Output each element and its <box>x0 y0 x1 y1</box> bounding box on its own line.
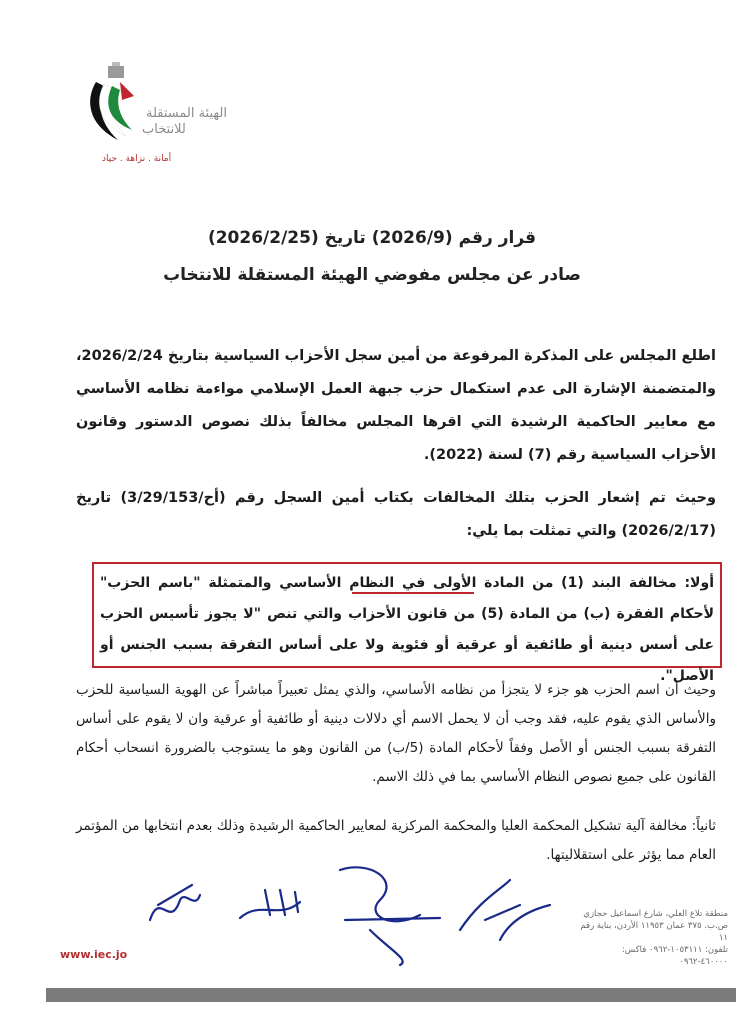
signature-3 <box>340 867 440 965</box>
ballot-box-icon <box>108 66 124 78</box>
decision-issuer: صادر عن مجلس مفوضي الهيئة المستقلة للانتخاب <box>163 265 581 285</box>
iec-logo <box>82 62 232 172</box>
footer-address-line2: ص.ب. ٣٧٥ عمان ١١٩٥٣ الأردن، بناية رقم ١١ <box>580 921 728 943</box>
violation-second: ثانياً: مخالفة آلية تشكيل المحكمة العليا والمحكمة المركزية لمعايير الحاكمية الرشيدة وذلك بعدم انتخابها من المؤتمر العام مما يؤثر على استقلاليتها. <box>76 818 716 863</box>
violation-first: أولا: مخالفة البند (1) من المادة الأولى في النظام الأساسي والمتمثلة "باسم الحزب" لأحكام الفقرة (ب) من المادة (5) من قانون الأحزاب والتي تنص "لا يجوز تأسيس الحزب على أسس دينية أو طائفية أو عرقية أو فئوية ولا على أساس التفرقة بسبب الجنس أو الأصل". <box>100 575 715 684</box>
signature-4 <box>460 880 550 940</box>
logo-name-line2: للانتخاب <box>142 122 186 137</box>
logo-motto: أمانة . نزاهة . حياد <box>102 154 172 164</box>
footer-website-link[interactable]: www.iec.jo <box>60 948 128 961</box>
party-name-underline <box>352 592 474 594</box>
paragraph-notification: وحيث تم إشعار الحزب بتلك المخالفات بكتاب أمين السجل رقم (أح/3/29/153) تاريخ (2026/2/17) والتي تمثلت بما يلي: <box>76 490 716 539</box>
signature-1 <box>150 885 200 920</box>
decision-title: قرار رقم (2026/9) تاريخ (2026/2/25) <box>207 228 537 248</box>
signature-2 <box>240 890 300 918</box>
footer-phone: تلفون: ١٠٥٣١١١-٠٩٦٢ فاكس: ٤٦٠٠٠٠-٠٩٦٢ <box>621 945 728 967</box>
signatures <box>140 860 560 970</box>
footer-address-line1: منطقة تلاع العلي، شارع اسماعيل حجازي <box>583 909 728 919</box>
paragraph-intro: اطلع المجلس على المذكرة المرفوعة من أمين سجل الأحزاب السياسية بتاريخ 2026/2/24، والمتضمنة الإشارة الى عدم استكمال حزب جبهة العمل الإسلامي مواءمة نظامه الأساسي مع معايير الحاكمية الرشيدة التي اقرها المجلس مخالفاً بذلك نصوص الدستور وقانون الأحزاب السياسية رقم (7) لسنة (2022). <box>76 348 716 463</box>
paragraph-name-reasoning: وحيث أن اسم الحزب هو جزء لا يتجزأ من نظامه الأساسي، والذي يمثل تعبيراً مباشراً عن الهوية السياسية للحزب والأساس الذي يقوم عليه، فقد وجب أن لا يحمل الاسم أي دلالات دينية أو طائفية أو عرقية وان لا يقوم على أساس التفرقة بسبب الجنس أو الأصل وفقاً لأحكام المادة (5/ب) من القانون وهو ما يستوجب بالضرورة انسحاب أحكام القانون على جميع نصوص النظام الأساسي بما في ذلك الاسم. <box>76 682 716 785</box>
logo-name-line1: الهيئة المستقلة <box>146 106 227 121</box>
footer-bar <box>46 988 736 1002</box>
footer-address <box>578 908 728 968</box>
